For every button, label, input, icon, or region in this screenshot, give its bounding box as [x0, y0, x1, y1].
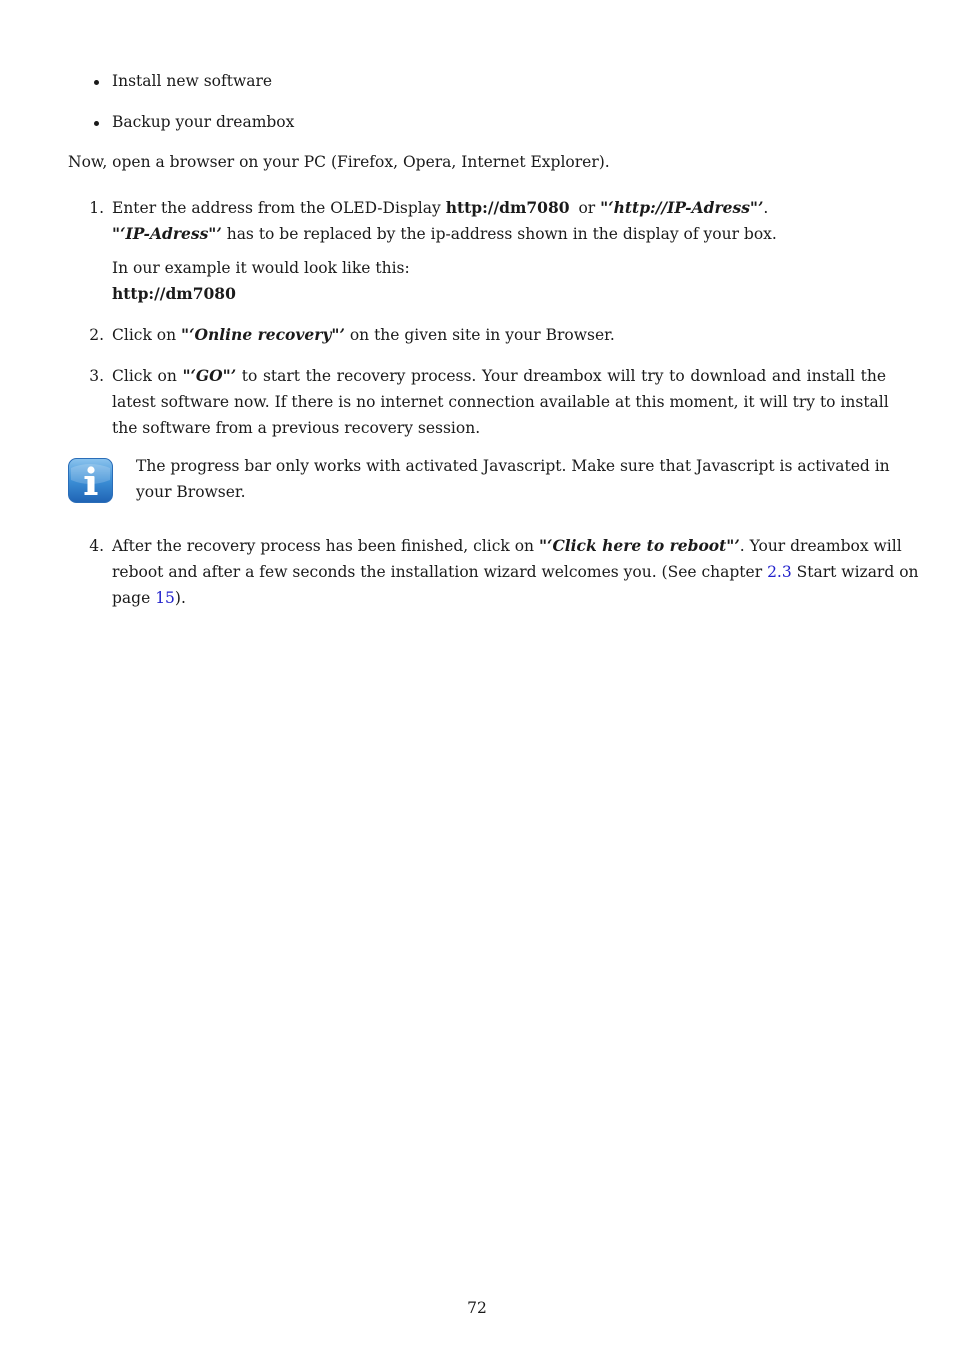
step-4-line-1: After the recovery process has been finished, click on "‘Click here to reboot"’. Your dreambox will: [112, 536, 902, 555]
step-1-text: Enter the address from the OLED-Display: [112, 199, 446, 217]
step-number: 3.: [89, 367, 104, 385]
step-3-line-2: latest software now. If there is no internet connection available at this moment, it will try to install: [112, 393, 889, 411]
chapter-link[interactable]: 2.3: [767, 563, 792, 581]
step-1-text-or: or: [573, 199, 601, 217]
page-link[interactable]: 15: [155, 589, 175, 607]
step-number: 2.: [89, 326, 104, 344]
step-1-example-url: http://dm7080: [112, 284, 236, 303]
click-here-to-reboot-term: "‘Click here to reboot"’: [538, 536, 740, 555]
step-4-line-2: reboot and after a few seconds the installation wizard welcomes you. (See chapter 2.3 Start wizard on: [112, 563, 919, 581]
bullet-item: Backup your dreambox: [112, 113, 295, 131]
page-number: 72: [467, 1299, 487, 1317]
go-term: "‘GO"’: [182, 366, 237, 385]
ip-address-placeholder: "‘http://IP-Adress"’: [600, 198, 764, 217]
bullet-item: Install new software: [112, 72, 273, 90]
step-1-example-label: In our example it would look like this:: [112, 259, 410, 277]
url-example: http://dm7080: [445, 198, 570, 217]
step-3-line-3: the software from a previous recovery session.: [112, 419, 481, 437]
online-recovery-term: "‘Online recovery"’: [181, 325, 345, 344]
step-1-line-2: [112, 224, 777, 244]
bullet-marker: [94, 80, 99, 85]
step-number: 4.: [89, 537, 104, 555]
step-1-period: .: [763, 199, 769, 217]
step-3-line-1: Click on "‘GO"’ to start the recovery process. Your dreambox will try to download and install the: [112, 366, 886, 385]
step-4-line-3: page 15).: [112, 589, 186, 607]
intro-paragraph: Now, open a browser on your PC (Firefox, Opera, Internet Explorer).: [68, 153, 610, 171]
info-icon: [68, 458, 113, 503]
note-line-2: your Browser.: [136, 483, 246, 501]
step-number: 1.: [89, 199, 104, 217]
step-1-text: has to be replaced by the ip-address shown in the display of your box.: [221, 225, 777, 243]
bullet-marker: [94, 121, 99, 126]
step-2-line-1: Click on "‘Online recovery"’ on the given site in your Browser.: [112, 325, 615, 344]
note-line-1: The progress bar only works with activated Javascript. Make sure that Javascript is activated in: [136, 457, 890, 475]
step-1-line-1: [112, 198, 768, 218]
ip-address-placeholder: "‘IP-Adress"’: [112, 224, 222, 243]
